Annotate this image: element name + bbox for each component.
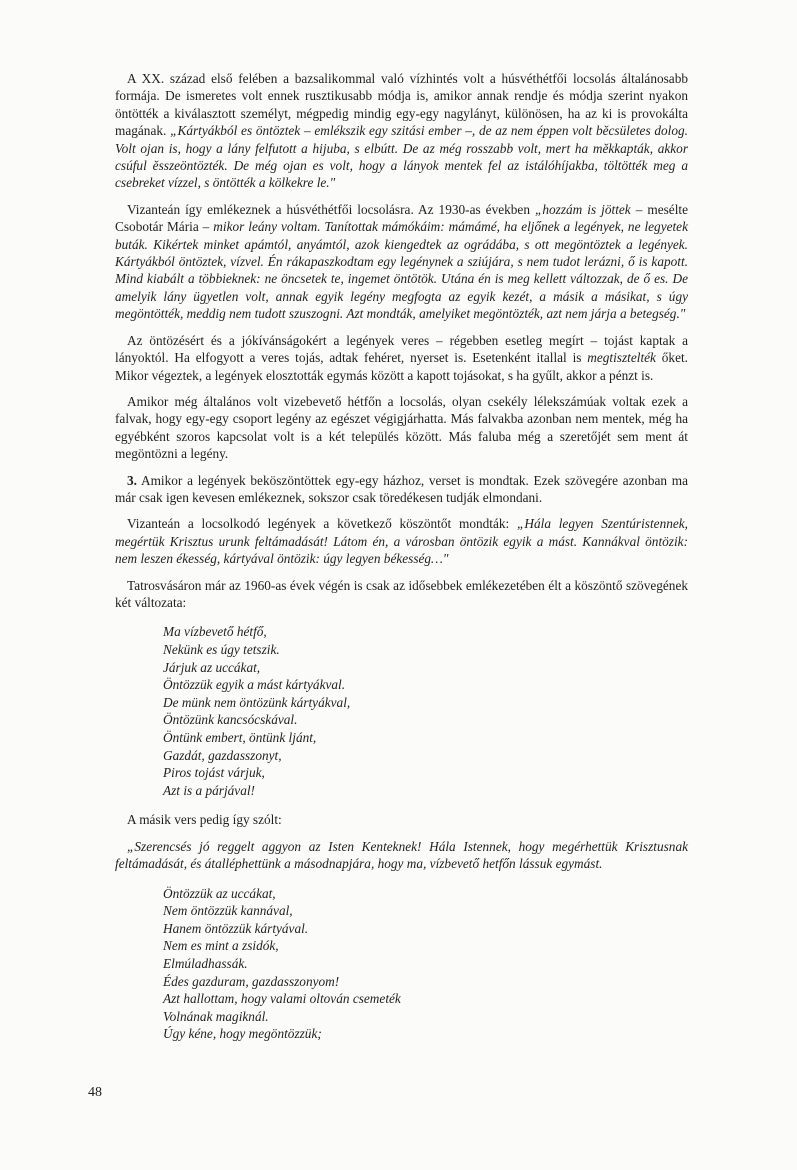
- poem-line: Volnának magiknál.: [163, 1008, 269, 1024]
- paragraph-8: A másik vers pedig így szólt:: [127, 812, 282, 828]
- poem-2: [163, 885, 688, 1043]
- poem-line: Nekünk es úgy tetszik.: [163, 641, 280, 657]
- quote-csobotar: mikor leány voltam. Tanítottak mámókáim: mámámé, ha eljőnek a legények, ne legyetek buták. Kikértek minket apámtól, anyámtól, azok kiengedtek az ográdába, s ott megöntöztek a legények. Kártyákból öntöztek, vízvel. Én rákapaszkodtam egy legénynek a sziújára, s nem tudot lerázni, ő is kapott. Mind kiabált a többieknek: ne öncsetek te, ingemet öntötök. Utána én is meg kellett változzak, de ő es. De amelyik lány ügyetlen volt, annak egyik legény megfogta az egyik kezét, a másik a másikat, s úgy megöntötték, meddig nem tudott szuszogni. Azt mondták, amelyiket megöntözték, azt nem járja a betegség.": [115, 219, 688, 322]
- quote-szitas: „Kártyákból es öntöztek – emlékszik egy szitási ember –, de az nem éppen volt bĕcsületes dolog. Volt ojan is, hogy a lány felfutott a hijuba, s elbútt. De az még rosszabb volt, mert ha mĕkkapták, akkor csúful ĕsszeöntözték. De még ojan es volt, hogy a lányok mentek fel az istálóhíjakba, töltötték meg a csebreket vízzel, s öntötték a kölkekre le.": [115, 123, 688, 191]
- quote-vizantea: „Hála legyen Szentúristennek, megértük Krisztus urunk feltámadását! Látom én, a városban öntözik egyik a mást. Kannákval öntözik: nem leszen ékesség, kártyával öntözik: úgy legyen békesség…": [115, 516, 688, 567]
- paragraph-7: Tatrosvásáron már az 1960-as évek végén is csak az idősebbek emlékezetében élt a köszöntő szövegének két változata:: [115, 577, 688, 610]
- paragraph-6: Vizanteán a locsolkodó legények a következő köszöntőt mondták: „Hála legyen Szentúristennek, megértük Krisztus urunk feltámadását! Látom én, a városban öntözik egyik a mást. Kannákval öntözik: nem leszen ékesség, kártyával öntözik: úgy legyen békesség…": [115, 516, 688, 567]
- poem-line: Piros tojást várjuk,: [163, 765, 265, 781]
- poem-line: Azt is a párjával!: [163, 782, 255, 798]
- poem-line: Ma vízbevető hétfő,: [163, 624, 267, 640]
- paragraph-3: Az öntözésért és a jókívánságokért a legények veres – régebben esetleg megírt – tojást kaptak a lányoktól. Ha elfogyott a veres tojás, adtak fehéret, nyerset is. Esetenként itallal is megtisztelték őket. Mikor végeztek, a legények elosztották egymás között a kapott tojásokat, s ha gyűlt, akkor a pénzt is.: [115, 332, 688, 383]
- poem-line: De münk nem öntözünk kártyákval,: [163, 694, 351, 710]
- poem-1: [163, 623, 688, 799]
- poem-line: Édes gazduram, gazdasszonyom!: [163, 973, 340, 989]
- poem-line: Járjuk az uccákat,: [163, 659, 261, 675]
- quote-second-verse-intro: „Szerencsés jó reggelt aggyon az Isten Kenteknek! Hála Istennek, hogy megérhettük Krisztusnak feltámadását, és átalléphettünk a másodnapjára, hogy ma, vízbevető hetfőn lássuk egymást.: [115, 838, 688, 872]
- paragraph-5: 3. Amikor a legények beköszöntöttek egy-egy házhoz, verset is mondtak. Ezek szövegére azonban ma már csak igen kevesen emlékeznek, sokszor csak töredékesen tudják elmondani.: [115, 472, 688, 505]
- page-body: [115, 70, 688, 1055]
- paragraph-2: Vizanteán így emlékeznek a húsvéthétfői locsolásra. Az 1930-as években „hozzám is jöttek – mesélte Csobotár Mária – mikor leány voltam. Tanítottak mámókáim: mámámé, ha eljőnek a legények, ne legyetek buták. Kikértek minket apámtól, anyámtól, azok kiengedtek az ográdába, s ott megöntöztek a legények. Kártyákból öntöztek, vízvel. Én rákapaszkodtam egy legénynek a sziújára, s nem tudot lerázni, ő is kapott. Mind kiabált a többieknek: ne öncsetek te, ingemet öntötök. Utána én is meg kellett változzak, de ő es. De amelyik lány ügyetlen volt, annak egyik legény megfogta az egyik kezét, a másik a másikat, s úgy megöntötték, meddig nem tudott szuszogni. Azt mondták, amelyiket megöntözték, azt nem járja a betegség.": [115, 201, 688, 322]
- poem-line: Nem öntözzük kannával,: [163, 903, 293, 919]
- paragraph-1: A XX. század első felében a bazsalikommal való vízhintés volt a húsvéthétfői locsolás általánosabb formája. De ismeretes volt ennek rusztikusabb módja is, amikor annak rendje és módja szerint nyakon öntötték a kiválasztott személyt, mégpedig mindig egy-egy nagylányt, különösen, ha az ki is provokálta magának. „Kártyákból es öntöztek – emlékszik egy szitási ember –, de az nem éppen volt bĕcsületes dolog. Volt ojan is, hogy a lány felfutott a hijuba, s elbútt. De az még rosszabb volt, mert ha mĕkkapták, akkor csúful ĕsszeöntözték. De még ojan es volt, hogy a lányok mentek fel az istálóhíjakba, töltötték meg a csebreket vízzel, s öntötték a kölkekre le.": [115, 71, 688, 191]
- paragraph-4: Amikor még általános volt vizebevető hétfőn a locsolás, olyan csekély lélekszámúak voltak ezek a falvak, hogy egy-egy csoport legény az egészet végigjárhatta. Más falvakba azonban nem mentek, még ha egyébként szoros kapcsolat volt is a két település között. Más faluba még a szeretőjét sem ment át megöntözni a legény.: [115, 393, 688, 462]
- poem-line: Azt hallottam, hogy valami oltován csemeték: [163, 991, 401, 1007]
- poem-line: Gazdát, gazdasszonyt,: [163, 747, 282, 763]
- poem-line: Hanem öntözzük kártyával.: [163, 920, 309, 936]
- section-number: 3.: [127, 472, 137, 488]
- poem-line: Öntözzük az uccákat,: [163, 885, 276, 901]
- poem-line: Úgy kéne, hogy megöntözzük;: [163, 1026, 322, 1042]
- poem-line: Öntözzük egyik a mást kártyákval.: [163, 677, 346, 693]
- poem-line: Öntünk embert, öntünk ljánt,: [163, 729, 317, 745]
- poem-line: Nem es mint a zsidók,: [163, 938, 279, 954]
- poem-line: Elmúladhassák.: [163, 955, 248, 971]
- poem-line: Öntözünk kancsócskával.: [163, 712, 298, 728]
- page-number: 48: [88, 1085, 102, 1100]
